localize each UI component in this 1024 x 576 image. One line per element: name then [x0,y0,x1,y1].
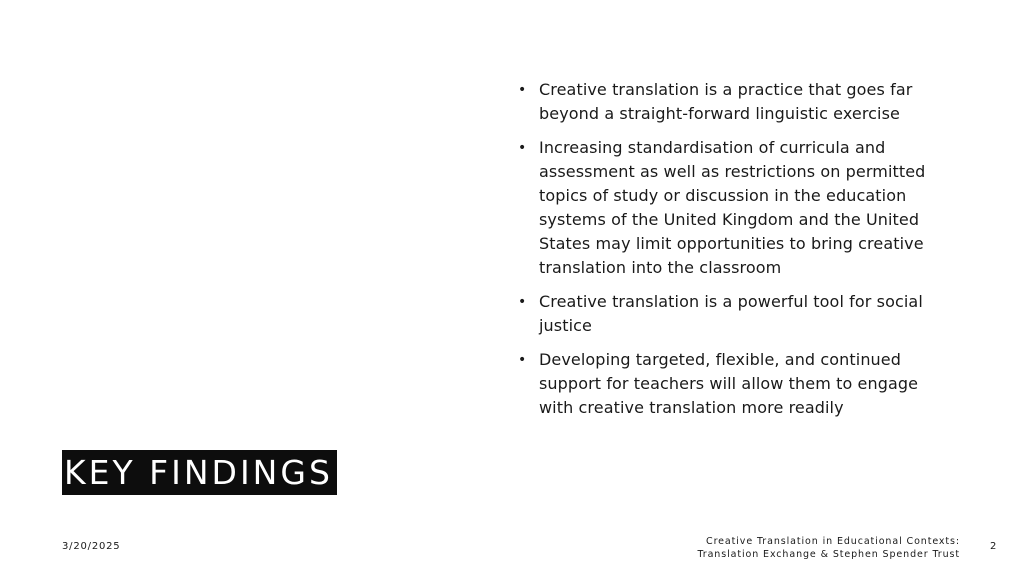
bullet-marker: • [518,294,527,310]
bullet-text: Developing targeted, flexible, and continued support for teachers will allow them to engage with creative translation more readily [539,350,919,417]
footer-caption [697,535,960,561]
bullet-text: Increasing standardisation of curricula and assessment as well as restrictions on permitted topics of study or discussion in the education systems of the United Kingdom and the United States may limit opportunities to bring creative translation into the classroom [539,138,926,277]
list-item [512,78,942,126]
bullet-text: Creative translation is a powerful tool for social justice [539,292,923,335]
bullet-marker: • [518,82,527,98]
page-number: 2 [990,541,997,552]
list-item [512,136,942,280]
bullet-marker: • [518,352,527,368]
footer-caption-line1: Creative Translation in Educational Contexts: [706,536,960,547]
footer-date: 3/20/2025 [62,541,121,552]
bullet-marker: • [518,140,527,156]
list-item [512,290,942,338]
footer-caption-line2: Translation Exchange & Stephen Spender Trust [697,549,960,560]
slide-title: KEY FINDINGS [62,450,337,495]
bullet-text: Creative translation is a practice that goes far beyond a straight-forward linguistic exercise [539,80,913,123]
key-findings-list [512,78,942,430]
list-item [512,348,942,420]
